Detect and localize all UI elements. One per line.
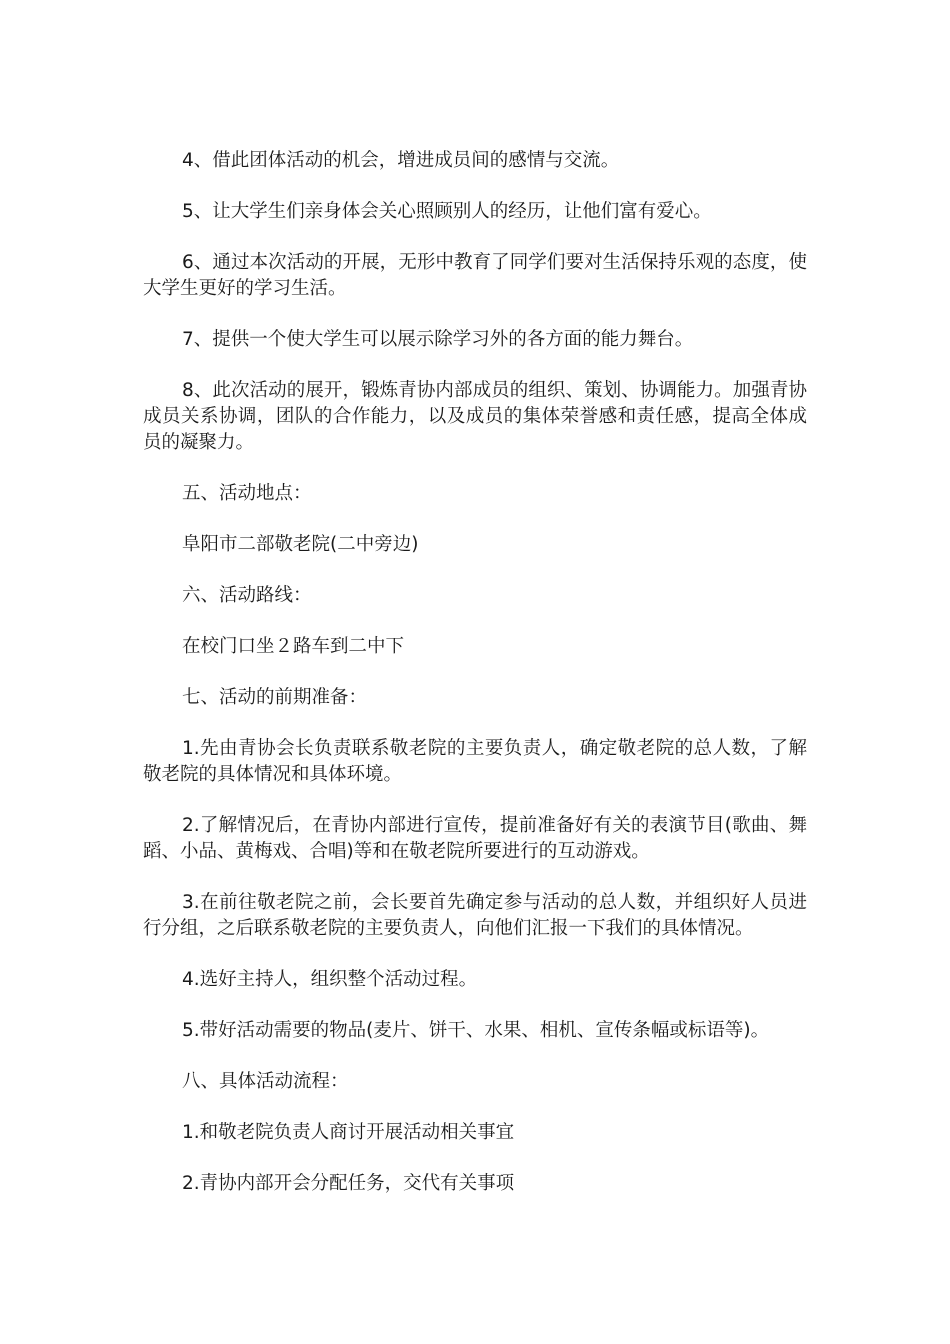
process-item-2: 2.青协内部开会分配任务，交代有关事项	[182, 1173, 515, 1194]
location-text: 阜阳市二部敬老院(二中旁边)	[182, 534, 419, 555]
preparation-item-5: 5.带好活动需要的物品(麦片、饼干、水果、相机、宣传条幅或标语等)。	[182, 1020, 770, 1041]
preparation-item-3: 3.在前往敬老院之前，会长要首先确定参与活动的总人数，并组织好人员进行分组，之后联系敬老院的主要负责人，向他们汇报一下我们的具体情况。	[143, 892, 807, 939]
goal-item-8: 8、此次活动的展开，锻炼青协内部成员的组织、策划、协调能力。加强青协成员关系协调，团队的合作能力，以及成员的集体荣誉感和责任感，提高全体成员的凝聚力。	[143, 380, 807, 453]
document-body	[143, 148, 807, 1222]
preparation-item-1: 1.先由青协会长负责联系敬老院的主要负责人，确定敬老院的总人数，了解敬老院的具体情况和具体环境。	[143, 738, 807, 785]
goal-item-7: 7、提供一个使大学生可以展示除学习外的各方面的能力舞台。	[182, 329, 694, 350]
goal-item-6: 6、通过本次活动的开展，无形中教育了同学们要对生活保持乐观的态度，使大学生更好的学习生活。	[143, 252, 807, 299]
section-heading-route: 六、活动路线：	[182, 585, 312, 606]
preparation-item-2: 2.了解情况后，在青协内部进行宣传，提前准备好有关的表演节目(歌曲、舞蹈、小品、黄梅戏、合唱)等和在敬老院所要进行的互动游戏。	[143, 815, 807, 862]
section-heading-process: 八、具体活动流程：	[182, 1071, 349, 1092]
goal-item-5: 5、让大学生们亲身体会关心照顾别人的经历，让他们富有爱心。	[182, 201, 712, 222]
goal-item-4: 4、借此团体活动的机会，增进成员间的感情与交流。	[182, 150, 620, 171]
preparation-item-4: 4.选好主持人，组织整个活动过程。	[182, 969, 478, 990]
section-heading-preparation: 七、活动的前期准备：	[182, 687, 368, 708]
section-heading-location: 五、活动地点：	[182, 483, 312, 504]
process-item-1: 1.和敬老院负责人商讨开展活动相关事宜	[182, 1122, 515, 1143]
route-text: 在校门口坐２路车到二中下	[182, 636, 405, 657]
